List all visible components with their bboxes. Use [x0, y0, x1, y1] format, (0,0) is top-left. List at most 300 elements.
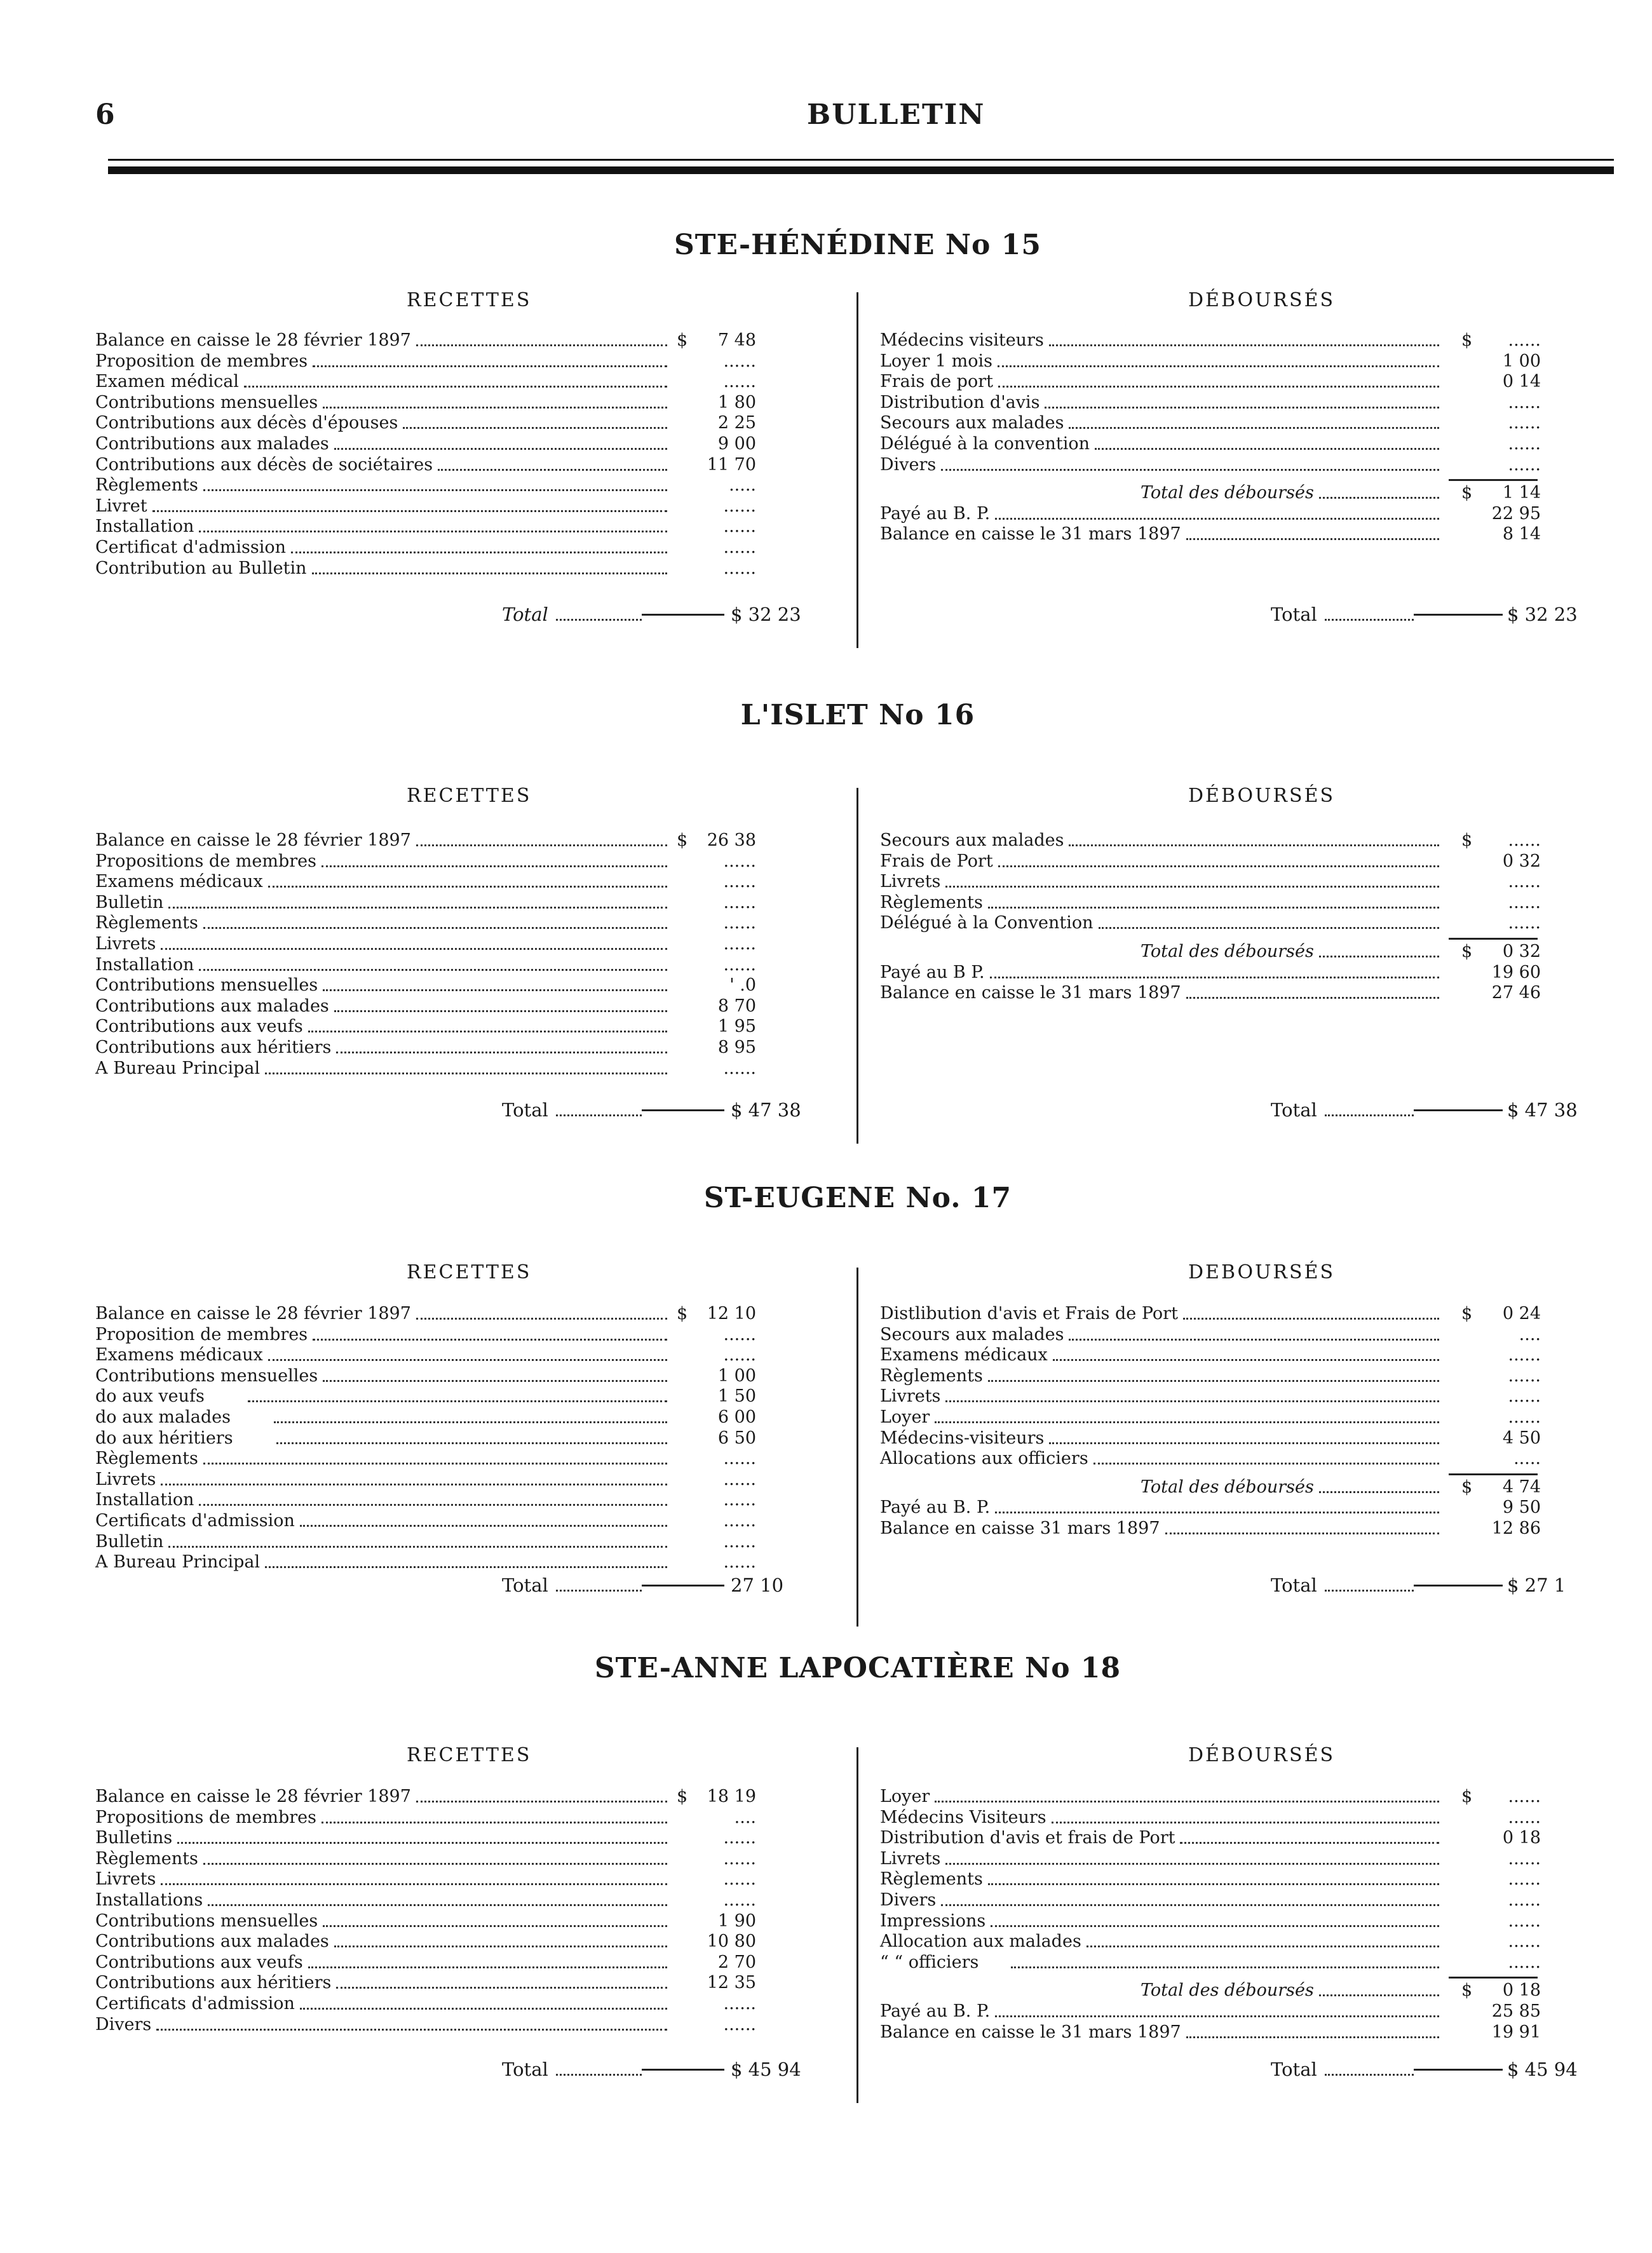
- total-rule: [1414, 2069, 1503, 2071]
- ledger-row: [95, 1532, 762, 1553]
- row-amount: 6 00: [717, 1407, 756, 1427]
- leader-dots: [416, 844, 667, 846]
- subtotal-rule: [1449, 938, 1538, 940]
- ledger-row: [95, 1973, 762, 1994]
- ledger-row: [880, 1890, 1585, 1911]
- ledger-row: [880, 1911, 1585, 1932]
- leader-dots: [1011, 1966, 1439, 1968]
- total-label: Total: [502, 1574, 548, 1596]
- ledger-row: [95, 1952, 762, 1973]
- leader-dots: [935, 1801, 1439, 1803]
- row-amount: 12 10: [707, 1304, 756, 1323]
- row-amount: 1 00: [717, 1365, 756, 1386]
- row-amount: ......: [1508, 1345, 1541, 1365]
- row-amount: 1 00: [1502, 351, 1541, 371]
- header-rule-thin: [108, 159, 1614, 161]
- row-amount: ......: [723, 1890, 756, 1910]
- ledger-row: [95, 517, 762, 538]
- total-rule: [642, 1585, 724, 1587]
- row-label: Propositions de membres: [95, 851, 316, 871]
- currency-sign: $: [1461, 1787, 1473, 1806]
- row-label: Contributions aux veufs: [95, 1952, 303, 1972]
- ledger-row: [95, 1428, 762, 1449]
- recettes-column: [95, 1787, 762, 2035]
- ledger-row: [95, 1038, 762, 1059]
- ledger-row: [95, 1849, 762, 1870]
- debourses-column: [880, 330, 1585, 545]
- leader-dots: [1069, 844, 1439, 846]
- debourses-total: [1271, 1099, 1620, 1122]
- row-amount: ......: [1508, 1848, 1541, 1869]
- ledger-row: [95, 475, 762, 496]
- leader-dots: [416, 344, 667, 346]
- leader-dots: [244, 386, 667, 388]
- row-label: Payé au B P.: [880, 962, 985, 982]
- leader-dots: [334, 1010, 667, 1012]
- section-title: STE-HÉNÉDINE No 15: [674, 229, 1041, 261]
- ledger-section: [95, 229, 1620, 686]
- page-title: BULLETIN: [807, 98, 985, 131]
- ledger-row: [880, 963, 1585, 984]
- leader-dots: [941, 1904, 1439, 1906]
- ledger-row: [95, 975, 762, 996]
- row-label: Installation: [95, 954, 194, 975]
- leader-dots: [156, 2029, 667, 2031]
- debourses-total: [1271, 1574, 1620, 1597]
- debourses-column: [880, 1304, 1585, 1539]
- recettes-total: [95, 2059, 801, 2081]
- leader-dots: [168, 1546, 667, 1548]
- row-label: Règlements: [880, 1365, 983, 1386]
- row-label: Certificats d'admission: [95, 1510, 295, 1531]
- recettes-total: [95, 1099, 801, 1122]
- leader-dots: [991, 1925, 1439, 1927]
- row-label: Proposition de membres: [95, 351, 308, 371]
- row-label: Propositions de membres: [95, 1807, 316, 1827]
- leader-dots: [935, 1421, 1439, 1423]
- row-amount: ....: [1519, 1324, 1541, 1344]
- debourses-heading: DEBOURSÉS: [1188, 1261, 1336, 1283]
- ledger-row: [95, 558, 762, 579]
- leader-dots: [1186, 538, 1439, 540]
- row-label: A Bureau Principal: [95, 1552, 261, 1573]
- column-divider: [856, 1268, 858, 1627]
- row-amount: ......: [723, 1848, 756, 1869]
- leader-dots: [1325, 1590, 1414, 1592]
- row-amount: ......: [723, 2014, 756, 2034]
- ledger-row: [95, 1325, 762, 1346]
- ledger-row: [880, 455, 1585, 476]
- leader-dots: [998, 865, 1439, 867]
- ledger-row: [880, 1477, 1585, 1498]
- row-amount: ......: [723, 517, 756, 537]
- row-label: Médecins Visiteurs: [880, 1807, 1046, 1827]
- ledger-row: [95, 1470, 762, 1491]
- row-amount: ......: [723, 1510, 756, 1531]
- leader-dots: [1093, 1463, 1439, 1465]
- row-label: Médecins visiteurs: [880, 330, 1044, 350]
- leader-dots: [323, 1380, 667, 1382]
- total-value: 27 10: [731, 1574, 784, 1596]
- leader-dots: [998, 365, 1439, 367]
- row-amount: 11 70: [707, 454, 756, 475]
- row-label: Examens médicaux: [880, 1345, 1048, 1365]
- ledger-row: [95, 413, 762, 434]
- row-label: Balance en caisse le 28 février 1897: [95, 1304, 411, 1323]
- ledger-row: [95, 1994, 762, 2015]
- ledger-row: [880, 1325, 1585, 1346]
- leader-dots: [152, 510, 667, 512]
- total-rule: [642, 1109, 724, 1111]
- row-label: do aux héritiers: [95, 1428, 233, 1448]
- subtotal-rule: [1449, 1977, 1538, 1979]
- leader-dots: [1053, 1359, 1439, 1361]
- row-amount: ......: [1508, 1807, 1541, 1827]
- currency-sign: $: [1461, 1304, 1473, 1323]
- ledger-row: [880, 1449, 1585, 1470]
- debourses-heading: DÉBOURSÉS: [1188, 1744, 1336, 1766]
- ledger-row: [880, 330, 1585, 351]
- ledger-row: [880, 1498, 1585, 1519]
- leader-dots: [1095, 448, 1439, 450]
- subtotal-rule: [1449, 1473, 1538, 1475]
- ledger-row: [95, 372, 762, 393]
- row-label: Frais de port: [880, 372, 993, 392]
- ledger-row: [95, 1345, 762, 1366]
- row-amount: ......: [1508, 413, 1541, 433]
- section-title: STE-ANNE LAPOCATIÈRE No 18: [594, 1652, 1121, 1684]
- row-label: Balance en caisse le 28 février 1897: [95, 830, 411, 850]
- row-label: Examens médicaux: [95, 1345, 263, 1365]
- total-label: Total: [1271, 2059, 1317, 2080]
- row-amount: ......: [1508, 1911, 1541, 1931]
- leader-dots: [248, 1400, 667, 1402]
- ledger-row: [880, 1519, 1585, 1539]
- row-label: Balance en caisse le 28 février 1897: [95, 1787, 411, 1806]
- row-amount: 6 50: [717, 1428, 756, 1448]
- ledger-row: [95, 1511, 762, 1532]
- total-value: $ 45 94: [1507, 2059, 1578, 2080]
- ledger-row: [95, 830, 762, 851]
- row-amount: ......: [1508, 454, 1541, 475]
- ledger-row: [95, 913, 762, 934]
- ledger-row: [95, 1911, 762, 1932]
- row-amount: 8 70: [717, 996, 756, 1016]
- ledger-row: [95, 934, 762, 955]
- row-amount: ......: [723, 1828, 756, 1848]
- recettes-heading: RECETTES: [407, 785, 532, 807]
- leader-dots: [556, 2074, 642, 2076]
- debourses-heading: DÉBOURSÉS: [1188, 785, 1336, 807]
- row-label: Payé au B. P.: [880, 1498, 991, 1518]
- row-label: Allocations aux officiers: [880, 1449, 1088, 1469]
- leader-dots: [990, 977, 1439, 978]
- currency-sign: $: [1461, 830, 1473, 850]
- row-label: Allocation aux malades: [880, 1932, 1081, 1952]
- leader-dots: [336, 1052, 667, 1053]
- header-rule-thick: [108, 166, 1614, 174]
- row-amount: ......: [723, 1531, 756, 1552]
- row-label: Loyer 1 mois: [880, 351, 993, 371]
- leader-dots: [998, 386, 1439, 388]
- row-label: do aux malades: [95, 1407, 231, 1427]
- row-label: Délégué à la Convention: [880, 913, 1093, 933]
- leader-dots: [945, 1400, 1439, 1402]
- leader-dots: [265, 1566, 667, 1568]
- ledger-row: [95, 1869, 762, 1890]
- leader-dots: [1325, 1114, 1414, 1116]
- ledger-row: [95, 893, 762, 914]
- total-rule: [1414, 614, 1503, 616]
- total-value: $ 32 23: [731, 604, 801, 625]
- leader-dots: [995, 1512, 1439, 1513]
- row-label: Installation: [95, 517, 194, 537]
- row-label: Certificat d'admission: [95, 537, 287, 557]
- total-value: $ 47 38: [731, 1099, 801, 1121]
- ledger-section: [95, 699, 1620, 1156]
- row-label: Divers: [95, 2014, 152, 2034]
- row-label: Contributions aux malades: [95, 1932, 329, 1952]
- ledger-row: [880, 913, 1585, 934]
- row-label: Balance en caisse le 31 mars 1897: [880, 2022, 1181, 2042]
- row-label: Contributions mensuelles: [95, 1365, 318, 1386]
- recettes-column: [95, 1304, 762, 1573]
- ledger-row: [880, 1386, 1585, 1407]
- row-label: Secours aux malades: [880, 413, 1064, 433]
- row-label: Livrets: [95, 933, 156, 954]
- row-label: Distribution d'avis: [880, 392, 1040, 412]
- row-label: Bulletin: [95, 892, 164, 912]
- leader-dots: [203, 1863, 667, 1865]
- leader-dots: [336, 1987, 667, 1989]
- total-label: Total: [502, 604, 548, 625]
- ledger-row: [880, 413, 1585, 434]
- row-label: Livrets: [880, 1386, 941, 1407]
- row-amount: ......: [723, 1469, 756, 1489]
- leader-dots: [199, 1504, 667, 1506]
- row-amount: 0 24: [1502, 1304, 1541, 1323]
- row-amount: ......: [723, 872, 756, 892]
- row-label: Règlements: [95, 475, 198, 496]
- row-amount: 4 50: [1502, 1428, 1541, 1448]
- row-amount: 19 91: [1491, 2022, 1541, 2042]
- row-amount: 2 70: [717, 1952, 756, 1972]
- ledger-row: [95, 955, 762, 976]
- column-divider: [856, 292, 858, 648]
- row-amount: ......: [1508, 1932, 1541, 1952]
- ledger-row: [880, 1787, 1585, 1808]
- leader-dots: [203, 1463, 667, 1465]
- leader-dots: [1183, 1318, 1439, 1320]
- currency-sign: $: [1461, 1980, 1473, 2001]
- row-amount: ......: [1508, 1386, 1541, 1407]
- leader-dots: [1186, 997, 1439, 999]
- total-rule: [1414, 1585, 1503, 1587]
- leader-dots: [268, 1359, 667, 1361]
- row-label: Secours aux malades: [880, 1324, 1064, 1344]
- leader-dots: [199, 531, 667, 532]
- row-amount: 1 90: [717, 1911, 756, 1931]
- row-label: Contributions aux décès de sociétaires: [95, 454, 433, 475]
- leader-dots: [322, 1822, 667, 1823]
- ledger-row: [880, 483, 1585, 504]
- row-label: Contributions aux veufs: [95, 1017, 303, 1037]
- leader-dots: [323, 989, 667, 991]
- row-amount: ......: [723, 1552, 756, 1573]
- row-label: Loyer: [880, 1407, 930, 1427]
- row-amount: 12 35: [707, 1973, 756, 1993]
- row-label: Distlibution d'avis et Frais de Port: [880, 1304, 1178, 1323]
- total-rule: [642, 2069, 724, 2071]
- total-rule: [1414, 1109, 1503, 1111]
- leader-dots: [1319, 956, 1439, 957]
- currency-sign: $: [677, 1787, 688, 1806]
- row-amount: 22 95: [1491, 503, 1541, 524]
- row-amount: 0 18: [1502, 1980, 1541, 2001]
- leader-dots: [265, 1072, 667, 1074]
- row-label: Livrets: [95, 1869, 156, 1890]
- row-amount: 25 85: [1491, 2001, 1541, 2021]
- row-label: Règlements: [95, 913, 198, 933]
- row-label: Règlements: [880, 892, 983, 912]
- row-label: Divers: [880, 1890, 937, 1910]
- leader-dots: [300, 1525, 667, 1527]
- leader-dots: [945, 1863, 1439, 1865]
- row-amount: ......: [723, 1449, 756, 1469]
- ledger-row: [880, 1808, 1585, 1829]
- total-value: $ 27 1: [1507, 1574, 1566, 1596]
- ledger-row: [95, 1490, 762, 1511]
- row-amount: 4 74: [1502, 1477, 1541, 1497]
- row-amount: ......: [723, 1869, 756, 1890]
- ledger-row: [95, 1386, 762, 1407]
- row-amount: ......: [1508, 892, 1541, 912]
- ledger-section: [95, 1182, 1620, 1639]
- total-label: Total: [502, 2059, 548, 2080]
- leader-dots: [403, 427, 667, 429]
- ledger-row: [95, 2015, 762, 2036]
- row-amount: ......: [1508, 1869, 1541, 1890]
- row-label: “ “ officiers: [880, 1952, 979, 1972]
- row-label: Total des déboursés: [1141, 941, 1314, 961]
- leader-dots: [203, 927, 667, 929]
- leader-dots: [1099, 927, 1439, 929]
- row-label: Balance en caisse le 31 mars 1897: [880, 983, 1181, 1003]
- currency-sign: $: [1461, 1477, 1473, 1497]
- row-label: Médecins-visiteurs: [880, 1428, 1045, 1448]
- row-label: Balance en caisse le 31 mars 1897: [880, 524, 1181, 545]
- ledger-row: [95, 455, 762, 476]
- ledger-row: [95, 496, 762, 517]
- row-label: Loyer: [880, 1787, 930, 1806]
- row-label: Livret: [95, 496, 147, 516]
- row-label: Examen médical: [95, 372, 239, 392]
- ledger-row: [95, 1366, 762, 1387]
- row-label: Règlements: [95, 1848, 198, 1869]
- leader-dots: [556, 1114, 642, 1116]
- row-amount: 9 50: [1502, 1498, 1541, 1518]
- row-amount: ......: [723, 351, 756, 371]
- row-label: Livrets: [880, 872, 941, 892]
- row-amount: ......: [1508, 433, 1541, 454]
- leader-dots: [161, 1883, 667, 1885]
- row-amount: ......: [723, 1324, 756, 1344]
- ledger-row: [95, 330, 762, 351]
- row-label: Examens médicaux: [95, 872, 263, 892]
- row-label: Contributions aux malades: [95, 996, 329, 1016]
- ledger-row: [880, 524, 1585, 545]
- ledger-row: [95, 1787, 762, 1808]
- page-header: [95, 98, 1614, 137]
- row-amount: ......: [723, 1490, 756, 1510]
- leader-dots: [1319, 497, 1439, 499]
- row-amount: ......: [723, 913, 756, 933]
- ledger-row: [880, 2022, 1585, 2043]
- leader-dots: [556, 619, 642, 621]
- row-label: Contributions mensuelles: [95, 975, 318, 996]
- page-number: 6: [95, 98, 115, 131]
- debourses-column: [880, 1787, 1585, 2043]
- leader-dots: [291, 551, 667, 553]
- leader-dots: [1165, 1532, 1439, 1534]
- row-label: A Bureau Principal: [95, 1058, 261, 1078]
- row-label: Contributions aux héritiers: [95, 1037, 332, 1057]
- row-amount: ......: [723, 496, 756, 516]
- row-amount: ......: [723, 537, 756, 557]
- row-amount: ......: [723, 892, 756, 912]
- debourses-total: [1271, 604, 1620, 626]
- ledger-row: [880, 434, 1585, 455]
- ledger-row: [880, 2001, 1585, 2022]
- row-label: Contributions mensuelles: [95, 392, 318, 412]
- row-amount: ......: [723, 1058, 756, 1078]
- leader-dots: [313, 365, 667, 367]
- row-label: Divers: [880, 454, 937, 475]
- ledger-row: [880, 372, 1585, 393]
- total-value: $ 32 23: [1507, 604, 1578, 625]
- section-title: L'ISLET No 16: [740, 699, 975, 731]
- row-amount: ......: [1508, 872, 1541, 892]
- ledger-row: [880, 1304, 1585, 1325]
- row-label: Délégué à la convention: [880, 433, 1090, 454]
- ledger-row: [880, 1407, 1585, 1428]
- recettes-column: [95, 830, 762, 1079]
- leader-dots: [312, 572, 667, 574]
- row-amount: ......: [723, 1993, 756, 2013]
- row-label: Contributions mensuelles: [95, 1911, 318, 1931]
- row-amount: 8 14: [1502, 524, 1541, 545]
- leader-dots: [416, 1801, 667, 1803]
- leader-dots: [1087, 1945, 1439, 1947]
- ledger-row: [95, 393, 762, 414]
- ledger-row: [95, 1017, 762, 1038]
- ledger-row: [95, 1890, 762, 1911]
- debourses-heading: DÉBOURSÉS: [1188, 289, 1336, 311]
- leader-dots: [313, 1339, 667, 1341]
- ledger-row: [880, 1849, 1585, 1870]
- leader-dots: [988, 1380, 1439, 1382]
- row-label: Proposition de membres: [95, 1324, 308, 1344]
- leader-dots: [438, 469, 667, 471]
- ledger-row: [95, 1407, 762, 1428]
- ledger-section: [95, 1652, 1620, 2109]
- row-label: Total des déboursés: [1141, 1980, 1314, 2001]
- row-label: Balance en caisse le 28 février 1897: [95, 330, 411, 350]
- row-label: do aux veufs: [95, 1386, 205, 1407]
- total-label: Total: [502, 1099, 548, 1121]
- ledger-row: [880, 942, 1585, 963]
- row-amount: ......: [1508, 1787, 1541, 1806]
